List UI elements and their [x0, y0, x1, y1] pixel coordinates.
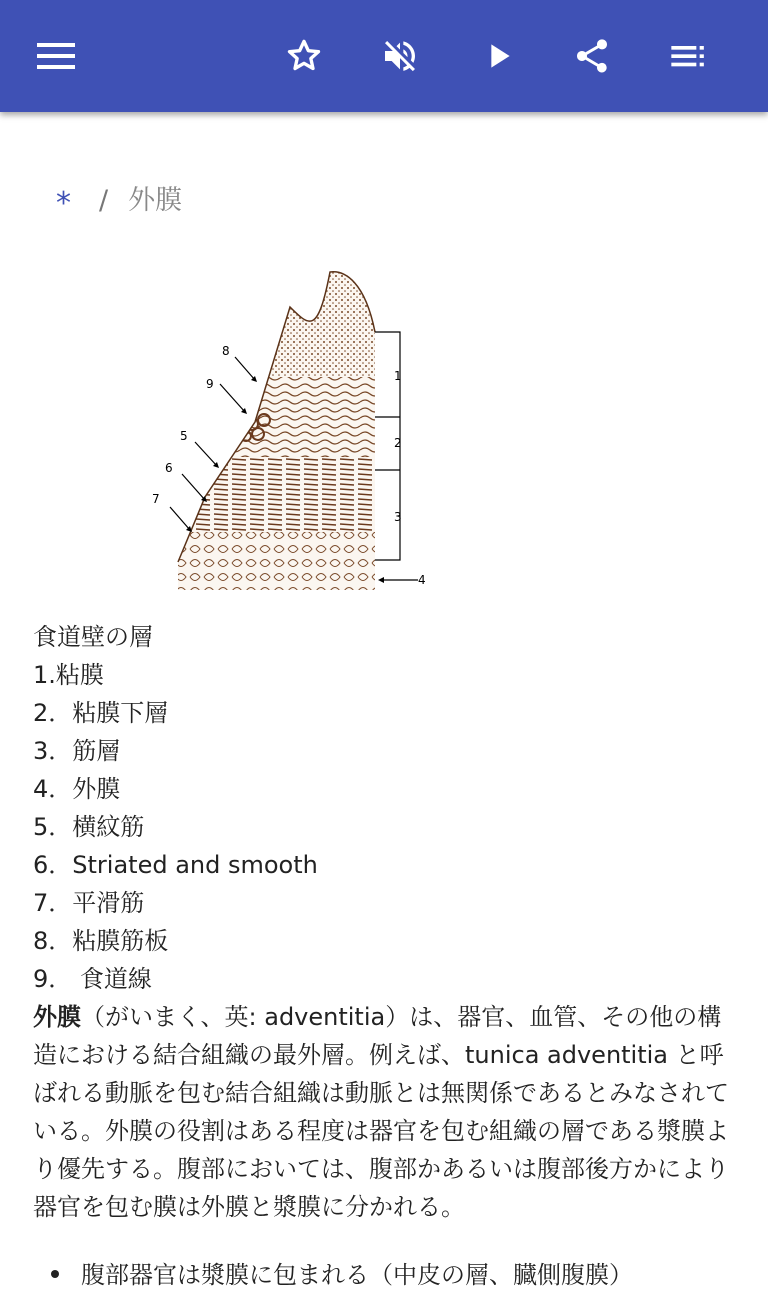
figure-label-4: 4: [418, 573, 426, 587]
share-button[interactable]: [564, 28, 620, 84]
figure-label-6: 6: [165, 461, 173, 475]
menu-icon: [37, 42, 75, 70]
caption-item: 2．粘膜下層: [33, 699, 169, 727]
list-item-text: 腹部器官は漿膜に包まれる（中皮の層、臓側腹膜）: [81, 1261, 633, 1289]
article-paragraph: [33, 998, 743, 1226]
breadcrumb-current: 外膜: [128, 185, 183, 216]
figure-label-5: 5: [180, 429, 188, 443]
figure-label-2: 2: [394, 436, 402, 450]
bullet-dot: [51, 1270, 59, 1278]
list-item: [33, 1256, 633, 1294]
caption-item: 1.粘膜: [33, 661, 104, 689]
favorite-button[interactable]: [276, 28, 332, 84]
share-icon: [572, 36, 612, 76]
mute-button[interactable]: [372, 28, 428, 84]
article-body: （がいまく、英: adventitia）は、器官、血管、その他の構造における結合組織の最外層。例えば、tunica adventitia と呼ばれる動脈を包む結合組織は動脈とは無関係であるとみなされている。外膜の役割はある程度は器官を包む組織の層である漿膜より優先する。腹部においては、腹部かあるいは腹部後方かにより器官を包む膜は外膜と漿膜に分かれる。: [33, 1003, 729, 1221]
caption-item: 6．Striated and smooth: [33, 851, 318, 879]
play-button[interactable]: [470, 28, 526, 84]
breadcrumb: [56, 178, 183, 221]
article-content: [33, 618, 743, 1226]
volume-off-icon: [380, 36, 420, 76]
breadcrumb-separator: /: [99, 185, 109, 216]
app-bar: [0, 0, 768, 112]
figure-label-7: 7: [152, 492, 160, 506]
menu-button[interactable]: [28, 28, 84, 84]
caption-item: 9． 食道線: [33, 965, 152, 993]
caption-title: 食道壁の層: [33, 623, 153, 651]
caption-item: 8．粘膜筋板: [33, 927, 169, 955]
figure-label-3: 3: [394, 510, 402, 524]
figure-label-1: 1: [394, 369, 402, 383]
breadcrumb-home-link[interactable]: *: [56, 186, 71, 221]
playlist-button[interactable]: [660, 28, 716, 84]
caption-item: 4．外膜: [33, 775, 121, 803]
figure-label-9: 9: [206, 377, 214, 391]
playlist-icon: [668, 36, 708, 76]
caption-item: 5．横紋筋: [33, 813, 145, 841]
article-term: 外膜: [33, 1003, 81, 1031]
figure-label-8: 8: [222, 344, 230, 358]
star-icon: [284, 36, 324, 76]
play-icon: [478, 36, 518, 76]
esophagus-wall-illustration: [152, 262, 450, 607]
caption-item: 7．平滑筋: [33, 889, 145, 917]
caption-item: 3．筋層: [33, 737, 121, 765]
